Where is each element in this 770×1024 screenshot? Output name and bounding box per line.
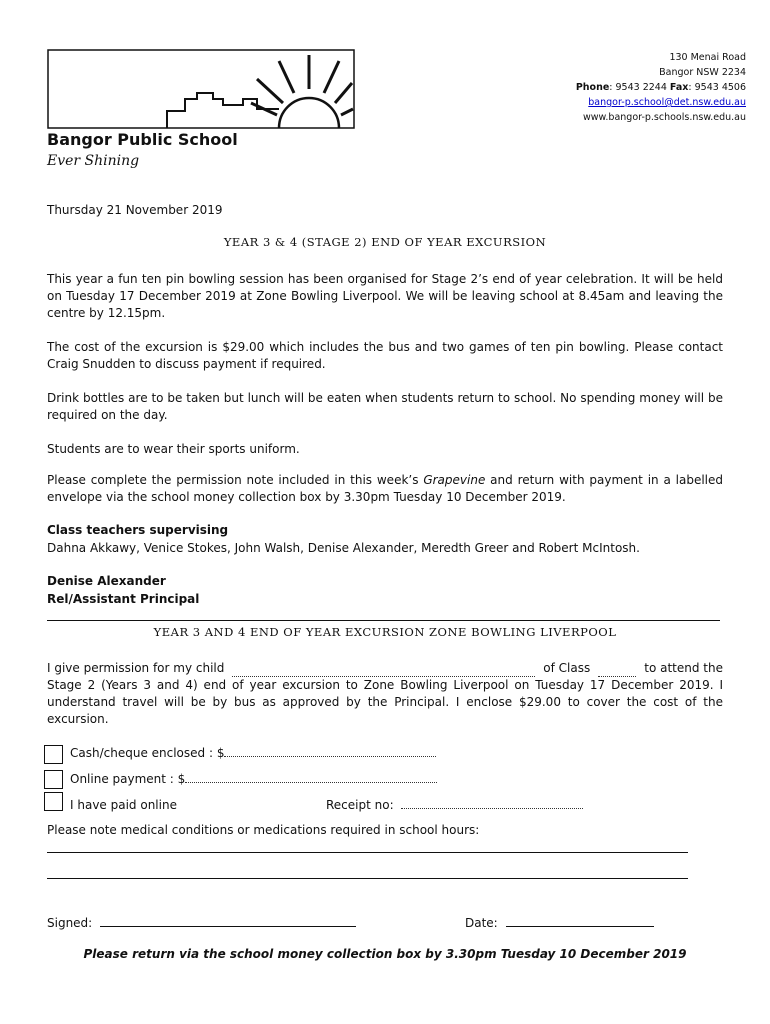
online-option-row [70, 771, 437, 788]
class-blank[interactable] [598, 665, 636, 677]
medical-line-1[interactable] [47, 852, 688, 853]
permission-text-pre: Please complete the permission note included in this week’s [47, 473, 424, 487]
consent-start: I give permission for my child [47, 661, 225, 675]
online-option-label: Online payment : $ [70, 772, 186, 786]
letter-date: Thursday 21 November 2019 [47, 203, 223, 217]
website: www.bangor-p.schools.nsw.edu.au [582, 112, 746, 123]
fax-label: Fax [669, 82, 689, 93]
school-logo [47, 49, 355, 129]
address-line-1: 130 Menai Road [669, 52, 746, 63]
phone-label: Phone [575, 82, 610, 93]
online-checkbox[interactable] [44, 770, 63, 789]
cash-option-row [70, 745, 436, 762]
school-address [576, 50, 746, 125]
cash-option-label: Cash/cheque enclosed : $ [70, 746, 225, 760]
phone-number: : 9543 2244 [609, 82, 667, 93]
signed-row [47, 914, 356, 932]
fax-number: : 9543 4506 [688, 82, 746, 93]
medical-line-2[interactable] [47, 878, 688, 879]
letter-title: YEAR 3 & 4 (STAGE 2) END OF YEAR EXCURSION [223, 235, 547, 249]
receipt-row [326, 797, 583, 814]
paragraph-lunch: Drink bottles are to be taken but lunch will be eaten when students return to school. No spending money will be required on the day. [47, 391, 723, 422]
to-attend-label: to attend the [644, 661, 723, 675]
paid-online-checkbox[interactable] [44, 792, 63, 811]
medical-label: Please note medical conditions or medications required in school hours: [47, 823, 480, 837]
date-label: Date: [465, 916, 498, 930]
paragraph-uniform: Students are to wear their sports uniform. [47, 442, 300, 456]
paid-online-label: I have paid online [70, 798, 177, 812]
permission-text-post: and return with payment in a labelled envelope via the school money collection box by 3.30pm Tuesday 10 December 2019. [47, 473, 724, 504]
school-name: Bangor Public School [47, 130, 238, 149]
signature-blank[interactable] [100, 914, 356, 927]
return-instructions: Please return via the school money collection box by 3.30pm Tuesday 10 December 2019 [83, 947, 687, 961]
grapevine-text: Grapevine [423, 473, 486, 487]
signatory-name: Denise Alexander [47, 574, 166, 588]
online-amount-blank[interactable] [185, 771, 437, 783]
slip-title: YEAR 3 AND 4 END OF YEAR EXCURSION ZONE BOWLING LIVERPOOL [153, 625, 617, 639]
teachers-heading: Class teachers supervising [47, 523, 229, 537]
school-motto: Ever Shining [47, 153, 140, 169]
of-class-label: of Class [543, 661, 591, 675]
email-link[interactable]: bangor-p.school@det.nsw.edu.au [588, 97, 746, 108]
paragraph-event: This year a fun ten pin bowling session has been organised for Stage 2’s end of year celebration. It will be held on Tuesday 17 December 2019 at Zone Bowling Liverpool. We will be leaving school at 8.45am and leaving the centre by 12.15pm. [47, 272, 723, 320]
signatory-title: Rel/Assistant Principal [47, 592, 200, 606]
consent-first-line [47, 660, 723, 677]
cash-amount-blank[interactable] [224, 745, 436, 757]
date-blank[interactable] [506, 914, 654, 927]
cut-line [47, 620, 720, 621]
phone-fax-line [576, 80, 746, 95]
child-name-blank[interactable] [232, 665, 535, 677]
date-row [465, 914, 654, 932]
consent-rest: Stage 2 (Years 3 and 4) end of year excursion to Zone Bowling Liverpool on Tuesday 17 December 2019. I understand travel will be by bus as approved by the Principal. I enclose $29.00 to cover the cost of the excursion. [47, 678, 723, 726]
signed-label: Signed: [47, 916, 93, 930]
paragraph-permission [47, 472, 723, 506]
receipt-label: Receipt no: [326, 798, 394, 812]
paragraph-cost: The cost of the excursion is $29.00 which includes the bus and two games of ten pin bowling. Please contact Craig Snudden to discuss payment if required. [47, 340, 723, 371]
cash-checkbox[interactable] [44, 745, 63, 764]
teachers-list: Dahna Akkawy, Venice Stokes, John Walsh, Denise Alexander, Meredth Greer and Robert McIntosh. [47, 541, 640, 555]
address-line-2: Bangor NSW 2234 [659, 67, 746, 78]
receipt-blank[interactable] [401, 797, 583, 809]
